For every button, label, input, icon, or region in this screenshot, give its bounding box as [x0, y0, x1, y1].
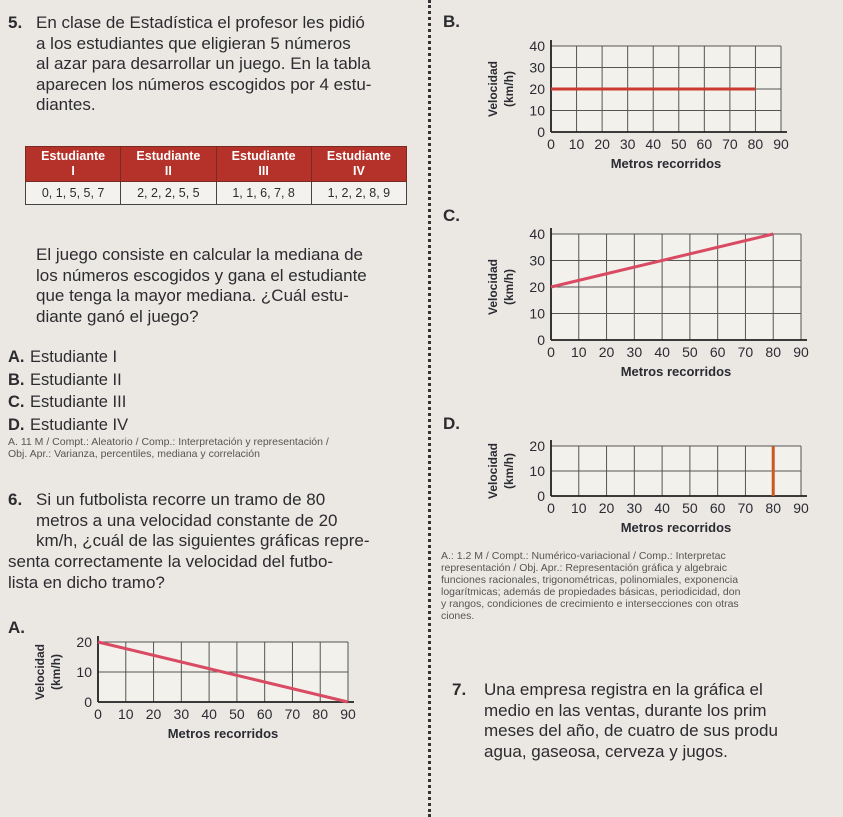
metadata-line: A. 11 M / Compt.: Aleatorio / Comp.: Interpretación y representación / [8, 436, 329, 448]
x-tick-label: 0 [547, 500, 555, 516]
table-header: Estudiante II [121, 147, 216, 182]
x-tick-label: 10 [568, 136, 585, 152]
x-tick-label: 90 [793, 500, 809, 516]
prompt-line: a los estudiantes que eligieran 5 números [36, 33, 351, 53]
x-tick-label: 60 [709, 344, 726, 360]
x-tick-label: 50 [670, 136, 687, 152]
prompt-line: diante ganó el juego? [36, 306, 199, 326]
table-cell: 1, 2, 2, 8, 9 [311, 182, 406, 205]
y-tick-label: 30 [529, 59, 545, 76]
option-d[interactable]: D. Estudiante IV [8, 415, 129, 434]
chart-a[interactable] [30, 632, 370, 782]
x-tick-label: 20 [145, 706, 162, 722]
column-divider [428, 0, 431, 817]
x-tick-label: 50 [229, 706, 245, 722]
chart-b[interactable] [483, 40, 813, 180]
option-a[interactable]: A. Estudiante I [8, 348, 118, 366]
prompt-line: En clase de Estadística el profesor les pidió [36, 13, 365, 32]
question-6-number: 6. [8, 490, 23, 509]
prompt-line: km/h, ¿cuál de las siguientes gráficas repre- [36, 531, 370, 550]
y-tick-label: 20 [529, 81, 545, 97]
metadata-line: representación / Obj. Apr.: Representación gráfica y algebraic [441, 562, 727, 574]
x-tick-label: 0 [547, 344, 555, 360]
y-tick-label: 30 [529, 252, 545, 269]
y-tick-label: 20 [76, 634, 92, 650]
y-axis-label: Velocidad [33, 643, 47, 701]
table-header: Estudiante IV [311, 147, 406, 182]
x-tick-label: 0 [547, 136, 555, 152]
x-tick-label: 40 [645, 136, 662, 152]
x-tick-label: 10 [570, 500, 587, 516]
y-tick-label: 0 [537, 488, 545, 504]
table-cell: 0, 1, 5, 5, 7 [26, 182, 121, 205]
prompt-line: medio en las ventas, durante los prim [484, 700, 767, 720]
x-tick-label: 40 [654, 344, 670, 360]
x-tick-label: 70 [737, 500, 754, 516]
y-axis-unit: (km/h) [49, 654, 63, 690]
y-tick-label: 10 [529, 463, 545, 479]
x-tick-label: 0 [94, 706, 102, 722]
table-cell: 2, 2, 2, 5, 5 [121, 182, 216, 205]
x-tick-label: 50 [682, 344, 698, 360]
x-tick-label: 20 [598, 500, 615, 516]
prompt-line: lista en dicho tramo? [8, 572, 165, 592]
x-tick-label: 10 [117, 706, 134, 722]
prompt-line: al azar para desarrollar un juego. En la tabla [36, 54, 371, 73]
x-tick-label: 60 [256, 706, 273, 722]
prompt-line: que tenga la mayor mediana. ¿Cuál estu- [36, 286, 349, 305]
x-axis-label: Metros recorridos [620, 364, 732, 379]
panel-a-letter: A. [8, 618, 25, 637]
question-5-options [8, 346, 128, 436]
x-tick-label: 40 [654, 500, 670, 516]
table-cell: 1, 1, 6, 7, 8 [216, 182, 311, 205]
y-axis-label: Velocidad [486, 258, 500, 316]
y-tick-label: 10 [76, 664, 92, 680]
question-5-prompt [36, 13, 426, 116]
question-6-metadata [441, 550, 843, 622]
y-tick-label: 0 [537, 124, 545, 140]
x-tick-label: 60 [709, 500, 726, 516]
panel-d-letter: D. [443, 414, 460, 433]
students-table [25, 146, 407, 205]
y-tick-label: 40 [529, 40, 545, 54]
x-tick-label: 30 [619, 136, 636, 152]
y-axis-label: Velocidad [486, 442, 500, 500]
metadata-line: logarítmicas; además de propiedades básicas, periodicidad, don [441, 586, 741, 598]
prompt-line: Una empresa registra en la gráfica el [484, 680, 763, 699]
prompt-line: los números escogidos y gana el estudiante [36, 265, 367, 285]
table-header: Estudiante I [26, 147, 121, 182]
prompt-line: aparecen los números escogidos por 4 estu- [36, 74, 372, 94]
panel-c-letter: C. [443, 206, 460, 225]
y-axis-label: Velocidad [486, 60, 500, 118]
y-tick-label: 40 [529, 228, 545, 242]
metadata-line: Obj. Apr.: Varianza, percentiles, mediana y correlación [8, 448, 260, 460]
chart-c[interactable] [483, 228, 823, 388]
x-axis-label: Metros recorridos [167, 726, 279, 741]
question-5-rules [36, 245, 426, 327]
x-tick-label: 90 [773, 136, 789, 152]
question-5-metadata [8, 436, 426, 460]
x-tick-label: 90 [340, 706, 356, 722]
x-tick-label: 80 [765, 344, 782, 360]
metadata-line: ciones. [441, 610, 475, 622]
x-axis-label: Metros recorridos [610, 156, 722, 171]
metadata-line: A.: 1.2 M / Compt.: Numérico-variacional / Comp.: Interpretac [441, 550, 726, 562]
x-tick-label: 20 [598, 344, 615, 360]
table-row [26, 182, 407, 205]
metadata-line: y rangos, condiciones de crecimiento e intersecciones con otras [441, 598, 739, 610]
x-tick-label: 60 [696, 136, 713, 152]
y-tick-label: 20 [529, 279, 545, 295]
panel-b-letter: B. [443, 12, 460, 31]
x-tick-label: 90 [793, 344, 809, 360]
prompt-line: Si un futbolista recorre un tramo de 80 [36, 490, 326, 509]
prompt-line: agua, gaseosa, cerveza y jugos. [484, 741, 728, 761]
y-axis-unit: (km/h) [502, 453, 516, 489]
question-6-prompt-cont [8, 552, 428, 593]
y-axis-unit: (km/h) [502, 269, 516, 305]
y-tick-label: 0 [84, 694, 92, 710]
prompt-line: metros a una velocidad constante de 20 [36, 510, 338, 530]
question-5-number: 5. [8, 13, 23, 32]
question-7-number: 7. [452, 680, 467, 699]
x-tick-label: 20 [594, 136, 610, 152]
x-tick-label: 50 [682, 500, 698, 516]
y-tick-label: 20 [529, 440, 545, 454]
x-axis-label: Metros recorridos [620, 520, 732, 535]
table-header: Estudiante III [216, 147, 311, 182]
x-tick-label: 80 [765, 500, 782, 516]
prompt-line: meses del año, de cuatro de sus produ [484, 721, 778, 740]
table-header-row [26, 147, 407, 182]
x-tick-label: 70 [284, 706, 301, 722]
option-c[interactable]: C. Estudiante III [8, 393, 127, 411]
x-tick-label: 80 [747, 136, 764, 152]
prompt-line: El juego consiste en calcular la mediana de [36, 245, 363, 264]
y-axis-unit: (km/h) [502, 71, 516, 107]
x-tick-label: 70 [737, 344, 754, 360]
x-tick-label: 10 [570, 344, 587, 360]
question-6-prompt [36, 490, 426, 552]
y-tick-label: 10 [529, 102, 545, 119]
option-b[interactable]: B. Estudiante II [8, 370, 122, 389]
prompt-line: diantes. [36, 95, 96, 114]
y-tick-label: 10 [529, 305, 545, 322]
x-tick-label: 30 [626, 500, 643, 516]
question-7-prompt [484, 680, 843, 762]
x-tick-label: 30 [173, 706, 190, 722]
x-tick-label: 30 [626, 344, 643, 360]
x-tick-label: 70 [722, 136, 738, 152]
x-tick-label: 40 [201, 706, 217, 722]
metadata-line: funciones racionales, trigonométricas, polinomiales, exponencia [441, 574, 739, 586]
y-tick-label: 0 [537, 332, 545, 348]
prompt-line: senta correctamente la velocidad del futbo- [8, 552, 334, 571]
x-tick-label: 80 [312, 706, 329, 722]
chart-d[interactable] [483, 440, 823, 548]
